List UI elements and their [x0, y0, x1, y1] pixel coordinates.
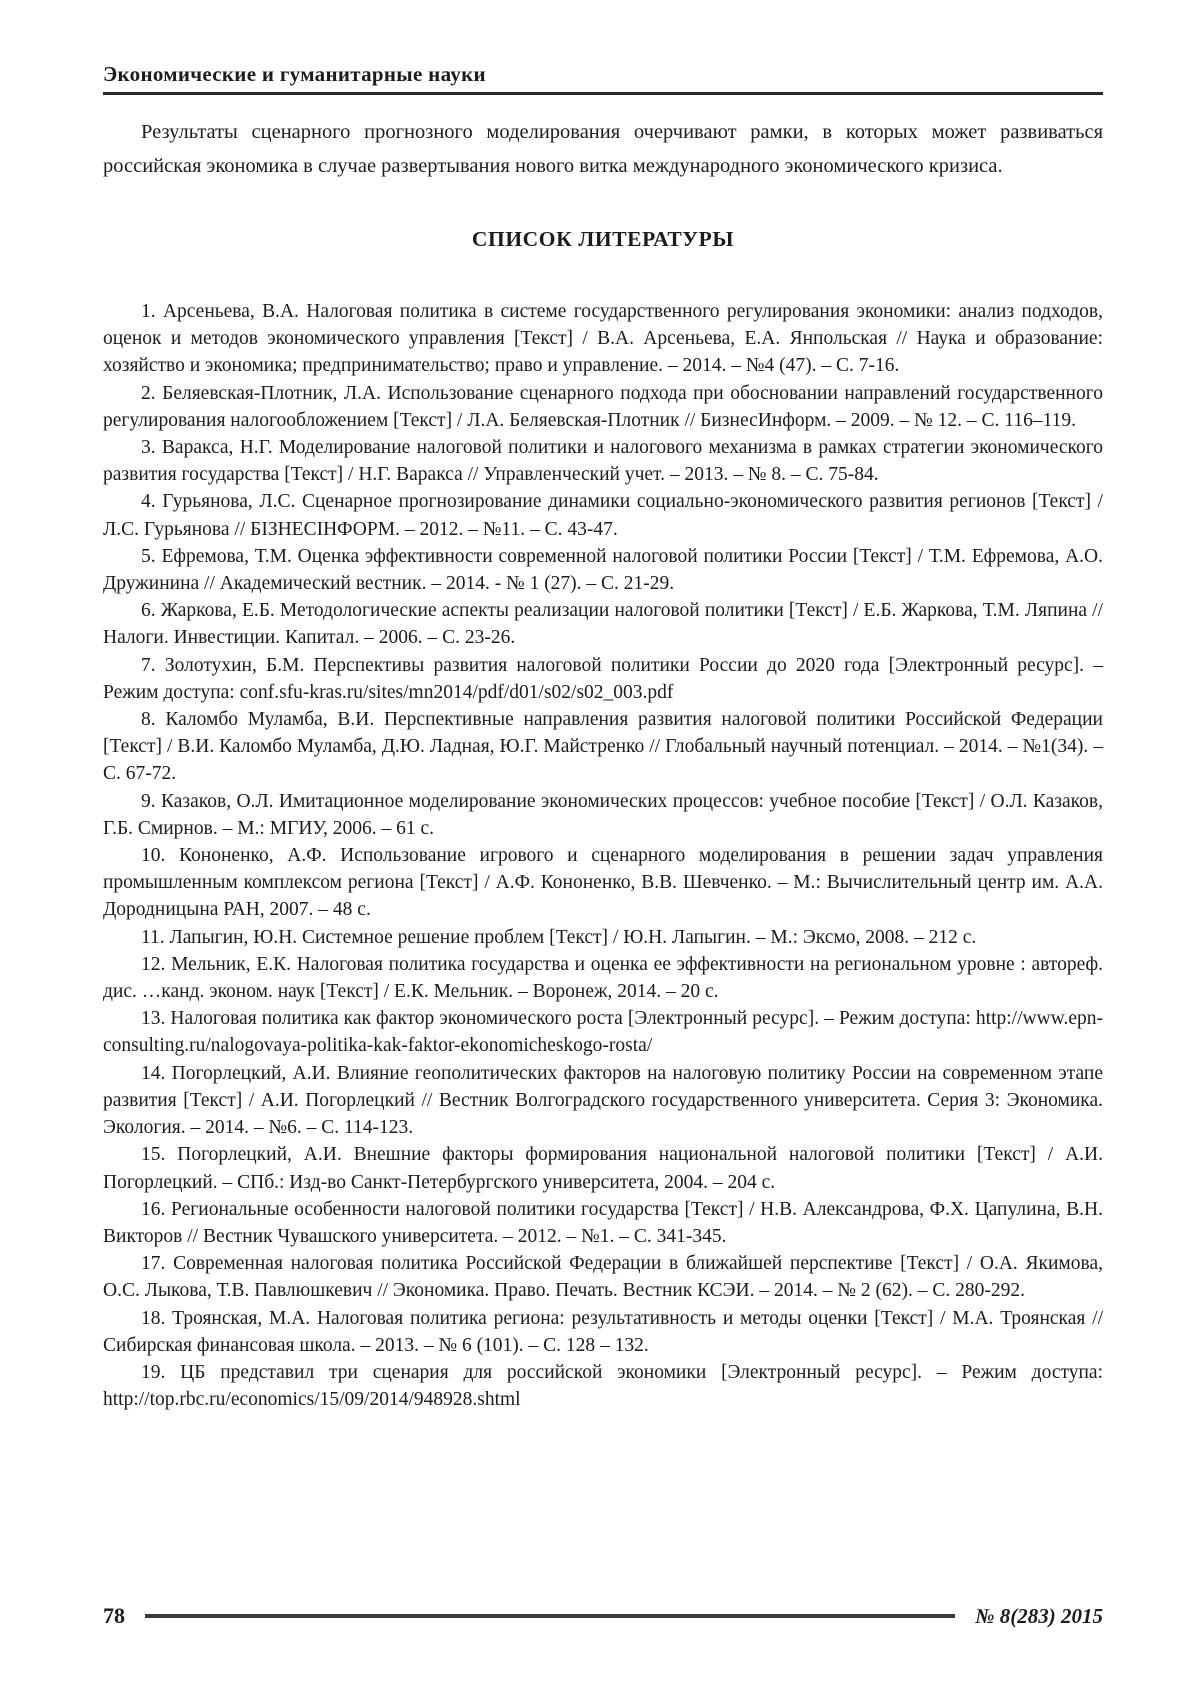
footer-rule [145, 1614, 955, 1618]
reference-item: 17. Современная налоговая политика Российской Федерации в ближайшей перспективе [Текст] / О.А. Якимова, О.С. Лыкова, Т.В. Павлюшкевич // Экономика. Право. Печать. Вестник КСЭИ. – 2014. – № 2 (62). – С. 280-292. [103, 1253, 1103, 1302]
reference-item: 6. Жаркова, Е.Б. Методологические аспекты реализации налоговой политики [Текст] / Е.Б. Жаркова, Т.М. Ляпина // Налоги. Инвестиции. Капитал. – 2006. – С. 23-26. [103, 600, 1103, 649]
reference-item: 3. Варакса, Н.Г. Моделирование налоговой политики и налогового механизма в рамках стратегии экономического развития государства [Текст] / Н.Г. Варакса // Управленческий учет. – 2013. – № 8. – С. 75-84. [103, 437, 1103, 486]
bibliography-heading: СПИСОК ЛИТЕРАТУРЫ [471, 227, 735, 251]
issue-label: № 8(283) 2015 [975, 1603, 1103, 1628]
page-footer [103, 1603, 1103, 1629]
reference-item: 12. Мельник, Е.К. Налоговая политика государства и оценка ее эффективности на региональном уровне : автореф. дис. …канд. эконом. наук [Текст] / Е.К. Мельник. – Воронеж, 2014. – 20 с. [103, 953, 1103, 1003]
reference-item: 1. Арсеньева, В.А. Налоговая политика в системе государственного регулирования экономики: анализ подходов, оценок и методов экономического управления [Текст] / В.А. Арсеньева, Е.А. Янпольская // Наука и образование: хозяйство и экономика; предпринимательство; право и управление. – 2014. – №4 (47). – С. 7-16. [103, 301, 1103, 377]
reference-item: 11. Лапыгин, Ю.Н. Системное решение проблем [Текст] / Ю.Н. Лапыгин. – М.: Эксмо, 2008. – 212 с. [141, 926, 977, 948]
page-header [103, 0, 1103, 95]
reference-item: 16. Региональные особенности налоговой политики государства [Текст] / Н.В. Александрова, Ф.Х. Цапулина, В.Н. Викторов // Вестник Чувашского университета. – 2012. – №1. – С. 341-345. [103, 1198, 1103, 1247]
reference-item: 8. Каломбо Муламба, В.И. Перспективные направления развития налоговой политики Российской Федерации [Текст] / В.И. Каломбо Муламба, Д.Ю. Ладная, Ю.Г. Майстренко // Глобальный научный потенциал. – 2014. – №1(34). – С. 67-72. [103, 709, 1103, 785]
reference-list [103, 298, 1103, 1413]
reference-item: 9. Казаков, О.Л. Имитационное моделирование экономических процессов: учебное пособие [Текст] / О.Л. Казаков, Г.Б. Смирнов. – М.: МГИУ, 2006. – 61 с. [103, 790, 1103, 839]
reference-item: 7. Золотухин, Б.М. Перспективы развития налоговой политики России до 2020 года [Электронный ресурс]. – Режим доступа: conf.sfu-kras.ru/sites/mn2014/pdf/d01/s02/s02_003.pdf [103, 654, 1103, 703]
reference-item: 19. ЦБ представил три сценария для российской экономики [Электронный ресурс]. – Режим доступа: http://top.rbc.ru/economics/15/09/2014/948928.shtml [103, 1361, 1103, 1411]
page-number: 78 [103, 1603, 125, 1628]
reference-item: 15. Погорлецкий, А.И. Внешние факторы формирования национальной налоговой политики [Текст] / А.И. Погорлецкий. – СПб.: Изд-во Санкт-Петербургского университета, 2004. – 204 с. [103, 1144, 1103, 1193]
reference-item: 5. Ефремова, Т.М. Оценка эффективности современной налоговой политики России [Текст] / Т.М. Ефремова, А.О. Дружинина // Академический вестник. – 2014. - № 1 (27). – С. 21-29. [103, 545, 1103, 595]
reference-item: 4. Гурьянова, Л.С. Сценарное прогнозирование динамики социально-экономического развития регионов [Текст] / Л.С. Гурьянова // БІЗНЕСІНФОРМ. – 2012. – №11. – С. 43-47. [103, 491, 1103, 540]
reference-item: 14. Погорлецкий, А.И. Влияние геополитических факторов на налоговую политику России на современном этапе развития [Текст] / А.И. Погорлецкий // Вестник Волгоградского государственного университета. Серия 3: Экономика. Экология. – 2014. – №6. – С. 114-123. [103, 1062, 1103, 1139]
reference-item: 13. Налоговая политика как фактор экономического роста [Электронный ресурс]. – Режим доступа: http://www.epn-consulting.ru/nalogovaya-politika-kak-faktor-ekonomicheskogo-rosta/ [103, 1008, 1103, 1057]
section-title: Экономические и гуманитарные науки [103, 62, 1103, 95]
reference-item: 2. Беляевская-Плотник, Л.А. Использование сценарного подхода при обосновании направлений государственного регулирования налогообложением [Текст] / Л.А. Беляевская-Плотник // БизнесИнформ. – 2009. – № 12. – С. 116–119. [103, 382, 1103, 431]
reference-item: 10. Кононенко, А.Ф. Использование игрового и сценарного моделирования в решении задач управления промышленным комплексом региона [Текст] / А.Ф. Кононенко, В.В. Шевченко. – М.: Вычислительный центр им. А.А. Дородницына РАН, 2007. – 48 с. [103, 845, 1103, 921]
intro-paragraph: Результаты сценарного прогнозного моделирования очерчивают рамки, в которых может развиваться российская экономика в случае развертывания нового витка международного экономического кризиса. [103, 121, 1103, 177]
reference-item: 18. Троянская, М.А. Налоговая политика региона: результативность и методы оценки [Текст] / М.А. Троянская // Сибирская финансовая школа. – 2013. – № 6 (101). – С. 128 – 132. [103, 1307, 1103, 1356]
